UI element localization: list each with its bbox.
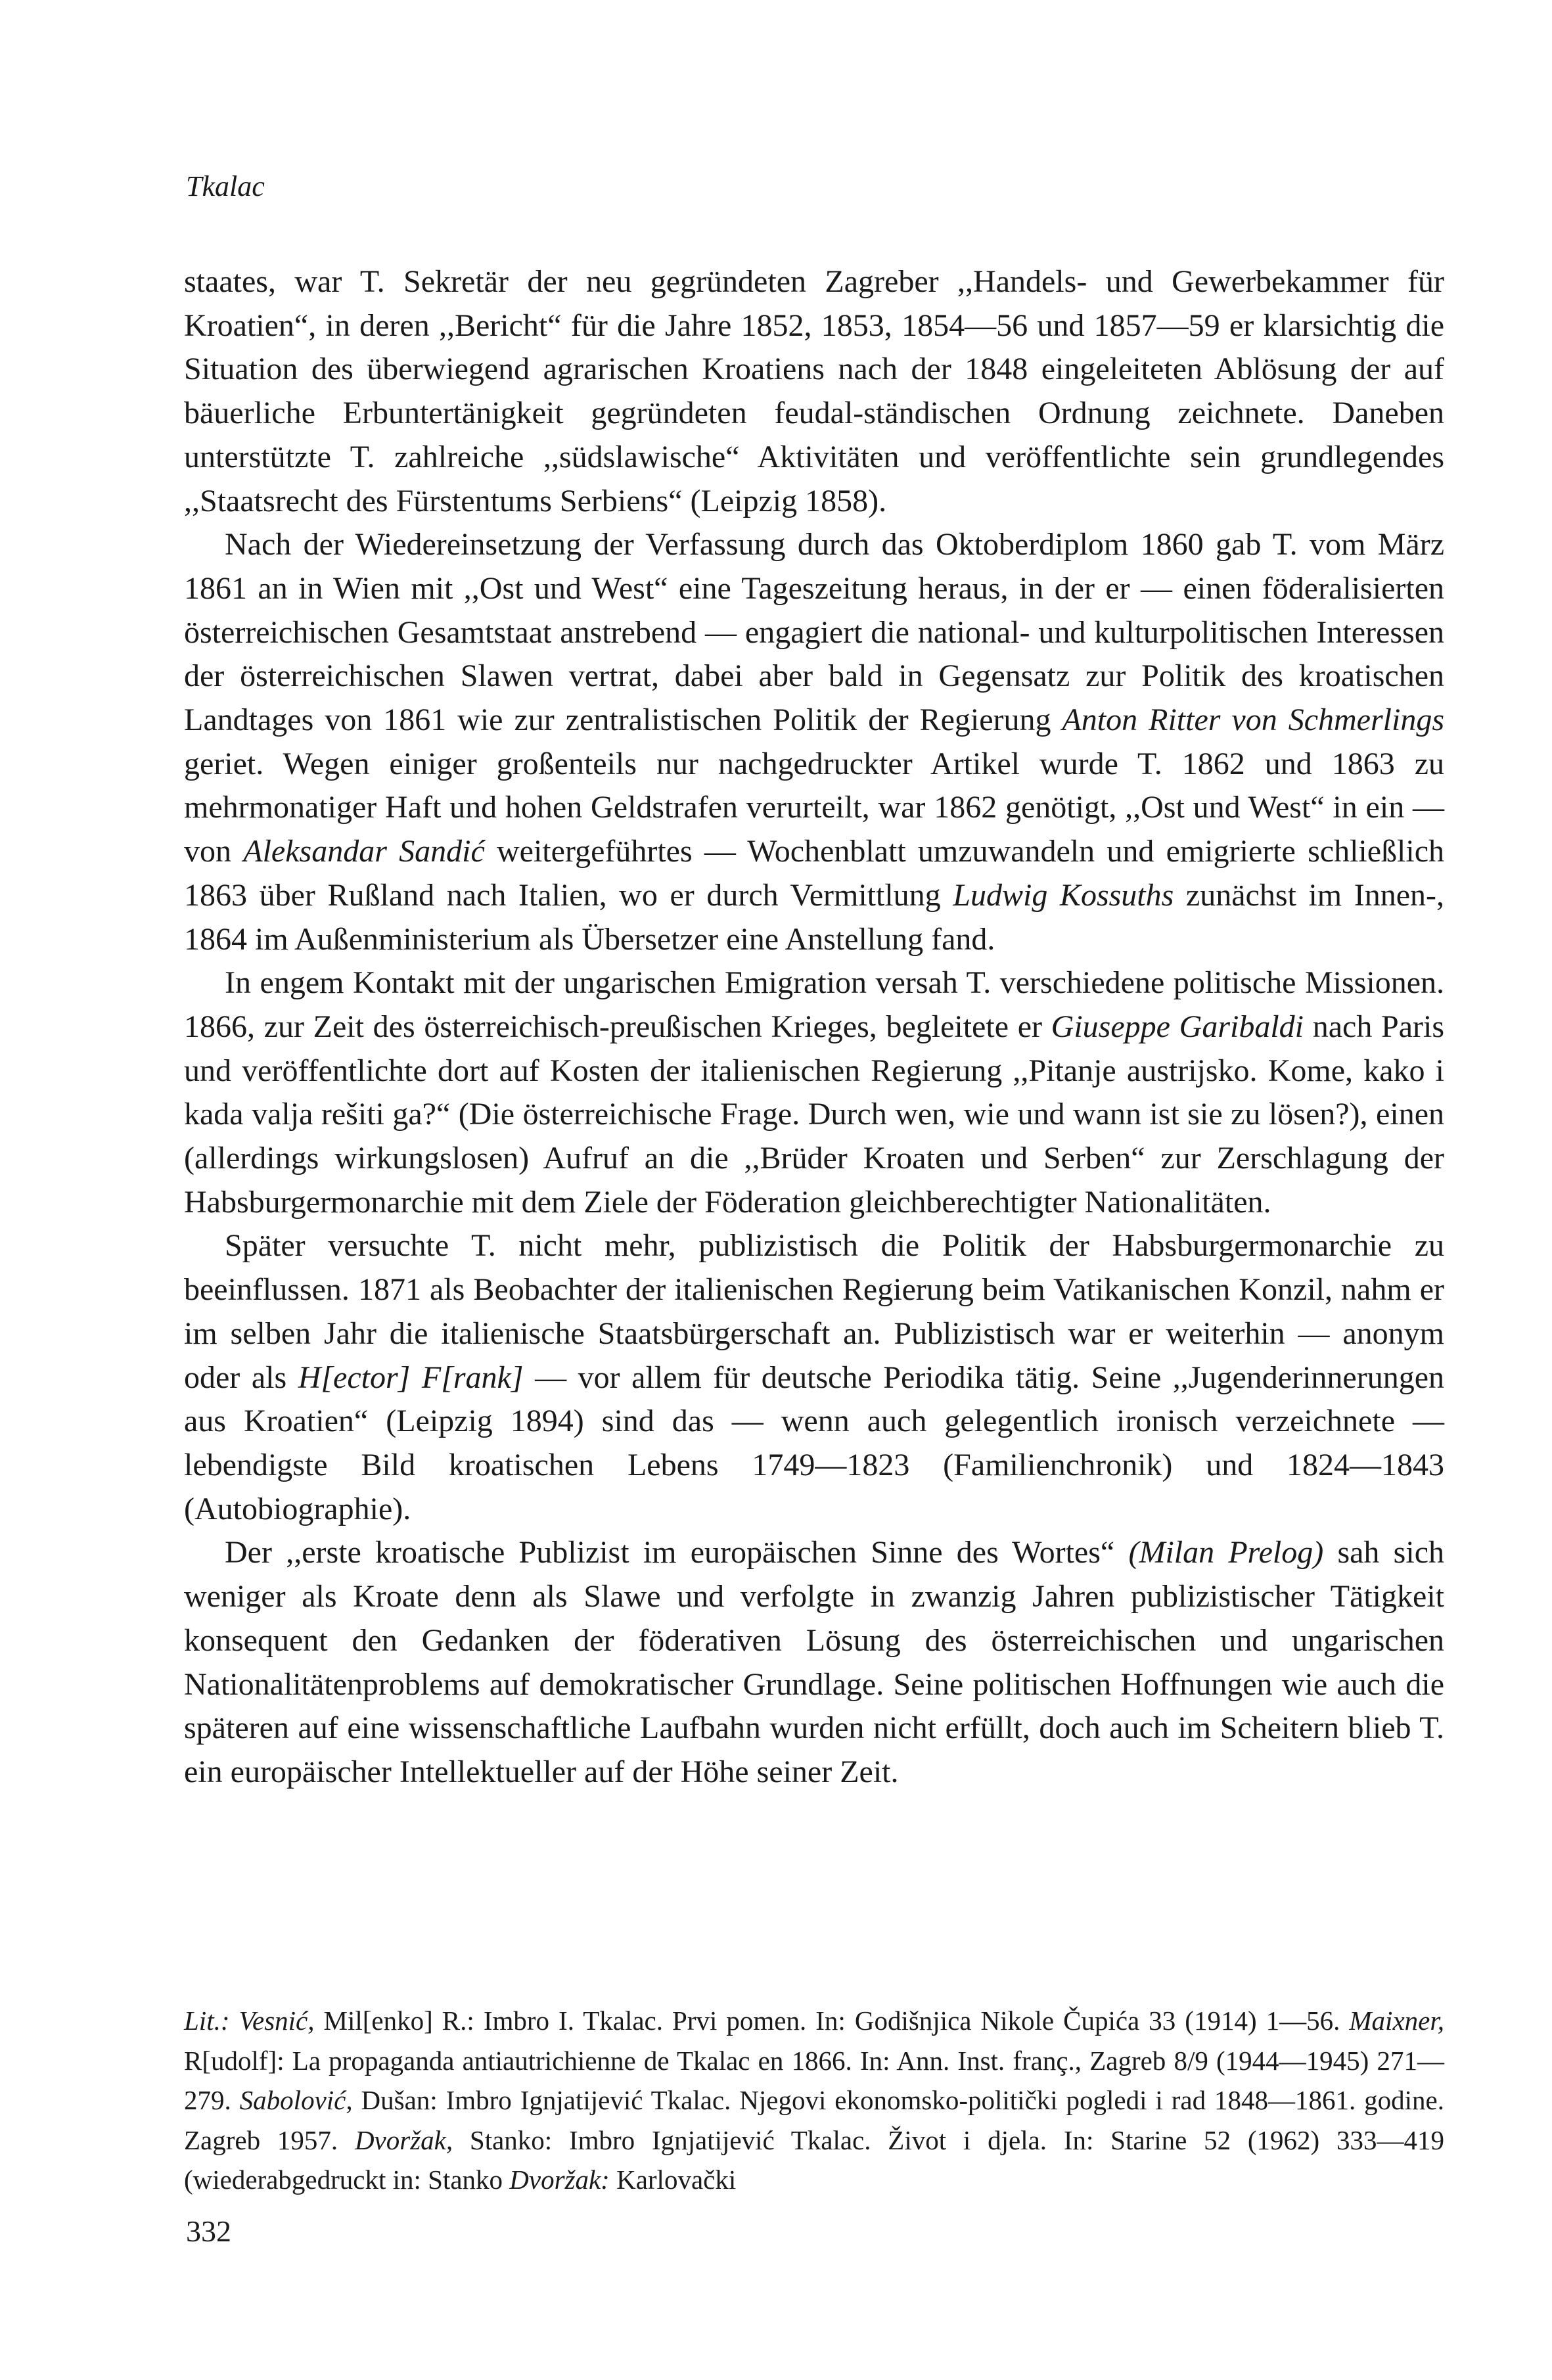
paragraph-text: geriet. Wegen einiger großenteils nur nachgedruckter Artikel wurde T. 1862 und 1863 zu mehrmonatiger Haft und hohen Geldstrafen verurteilt, war 1862 genötigt, ,,Ost und West“ in ein — von [184,746,1444,869]
paragraph [184,523,1444,961]
paragraph-text: staates, war T. Sekretär der neu gegründeten Zagreber ,,Handels- und Gewerbekammer für Kroatien“, in deren ,,Bericht“ für die Jahre 1852, 1853, 1854—56 und 1857—59 er klarsichtig die Situation des überwiegend agrarischen Kroatiens nach der 1848 eingeleiteten Ablösung der auf bäuerliche Erbuntertänigkeit gegründeten feudal-ständischen Ordnung zeichnete. Daneben unterstützte T. zahlreiche ,,südslawische“ Aktivitäten und veröffentlichte sein grundlegendes ,,Staatsrecht des Fürstentums Serbiens“ (Leipzig 1858). [184,264,1444,518]
literature-text-italic: Dvoržak: [509,2164,610,2195]
literature-text-italic: Sabolović, [239,2085,353,2115]
literature-text: Dušan: Imbro Ignjatijević Tkalac. Njegovi ekonomsko-politički pogledi i rad 1848—1861. godine. Zagreb 1957. [184,2085,1445,2155]
literature-text: R[udolf]: La propaganda antiautrichienne de Tkalac en 1866. In: Ann. Inst. franç., Zagreb 8/9 (1944—1945) 271—279. [184,2045,1444,2115]
paragraph-text-italic: Aleksandar Sandić [243,834,485,869]
paragraph-text: zunächst im Innen-, 1864 im Außenministerium als Übersetzer eine Anstellung fand. [184,877,1445,957]
paragraph-text-italic: H[ector] F[rank] [298,1360,524,1395]
paragraph [184,1224,1444,1531]
paragraph-text: Der ,,erste kroatische Publizist im europäischen Sinne des Wortes“ [225,1535,1129,1570]
body-text [184,260,1444,1795]
paragraph [184,260,1444,523]
literature-paragraph [184,2001,1444,2200]
paragraph [184,961,1444,1224]
page-number: 332 [186,2214,231,2248]
paragraph-text-italic: Anton Ritter von Schmerlings [1062,702,1445,738]
paragraph-text: nach Paris und veröffentlichte dort auf Kosten der italienischen Regierung ,,Pitanje austrijsko. Kome, kako i kada valja rešiti ga?“ (Die österreichische Frage. Durch wen, wie und wann ist sie zu lösen?), einen (allerdings wirkungslosen) Aufruf an die ,,Brüder Kroaten und Serben“ zur Zerschlagung der Habsburgermonarchie mit dem Ziele der Föderation gleichberechtigter Nationalitäten. [184,1009,1445,1220]
literature-section [184,2001,1444,2200]
paragraph [184,1531,1444,1794]
paragraph-text: Später versuchte T. nicht mehr, publizistisch die Politik der Habsburgermonarchie zu beeinflussen. 1871 als Beobachter der italienischen Regierung beim Vatikanischen Konzil, nahm er im selben Jahr die italienische Staatsbürgerschaft an. Publizistisch war er weiterhin — anonym oder als [184,1228,1444,1395]
literature-text-italic: Dvoržak, [354,2124,453,2155]
literature-text: Stanko: Imbro Ignjatijević Tkalac. Život i djela. In: Starine 52 (1962) 333—419 (wiederabgedruckt in: Stanko [184,2124,1444,2195]
paragraph-text: — vor allem für deutsche Periodika tätig. Seine ,,Jugenderinnerungen aus Kroatien“ (Leipzig 1894) sind das — wenn auch gelegentlich ironisch verzeichnete — lebendigste Bild kroatischen Lebens 1749—1823 (Familienchronik) und 1824—1843 (Autobiographie). [184,1360,1445,1526]
paragraph-text: In engem Kontakt mit der ungarischen Emigration versah T. verschiedene politische Missionen. 1866, zur Zeit des österreichisch-preußischen Krieges, begleitete er [184,965,1444,1044]
paragraph-text-italic: Ludwig Kossuths [953,877,1174,913]
paragraph-text: weitergeführtes — Wochenblatt umzuwandeln und emigrierte schließlich 1863 über Rußland nach Italien, wo er durch Vermittlung [184,834,1445,913]
paragraph-text: sah sich weniger als Kroate denn als Slawe und verfolgte in zwanzig Jahren publizistischer Tätigkeit konsequent den Gedanken der föderativen Lösung des österreichischen und ungarischen Nationalitätenproblems auf demokratischer Grundlage. Seine politischen Hoffnungen wie auch die späteren auf eine wissenschaftliche Laufbahn wurden nicht erfüllt, doch auch im Scheitern blieb T. ein europäischer Intellektueller auf der Höhe seiner Zeit. [184,1535,1444,1789]
literature-text: Karlovački [609,2164,737,2195]
paragraph-text-italic: Giuseppe Garibaldi [1051,1009,1304,1044]
paragraph-text: Nach der Wiedereinsetzung der Verfassung durch das Oktoberdiplom 1860 gab T. vom März 1861 an in Wien mit ,,Ost und West“ eine Tageszeitung heraus, in der er — einen föderalisierten österreichischen Gesamtstaat anstrebend — engagiert die national- und kulturpolitischen Interessen der österreichischen Slawen vertrat, dabei aber bald in Gegensatz zur Politik des kroatischen Landtages von 1861 wie zur zentralistischen Politik der Regierung [184,527,1444,738]
literature-text-italic: Maixner, [1349,2005,1445,2036]
running-head: Tkalac [186,170,265,202]
literature-text-italic: Lit.: Vesnić, [184,2005,315,2036]
paragraph-text-italic: (Milan Prelog) [1128,1535,1324,1570]
literature-text: Mil[enko] R.: Imbro I. Tkalac. Prvi pomen. In: Godišnjica Nikole Čupića 33 (1914) 1—56. [314,2005,1350,2036]
